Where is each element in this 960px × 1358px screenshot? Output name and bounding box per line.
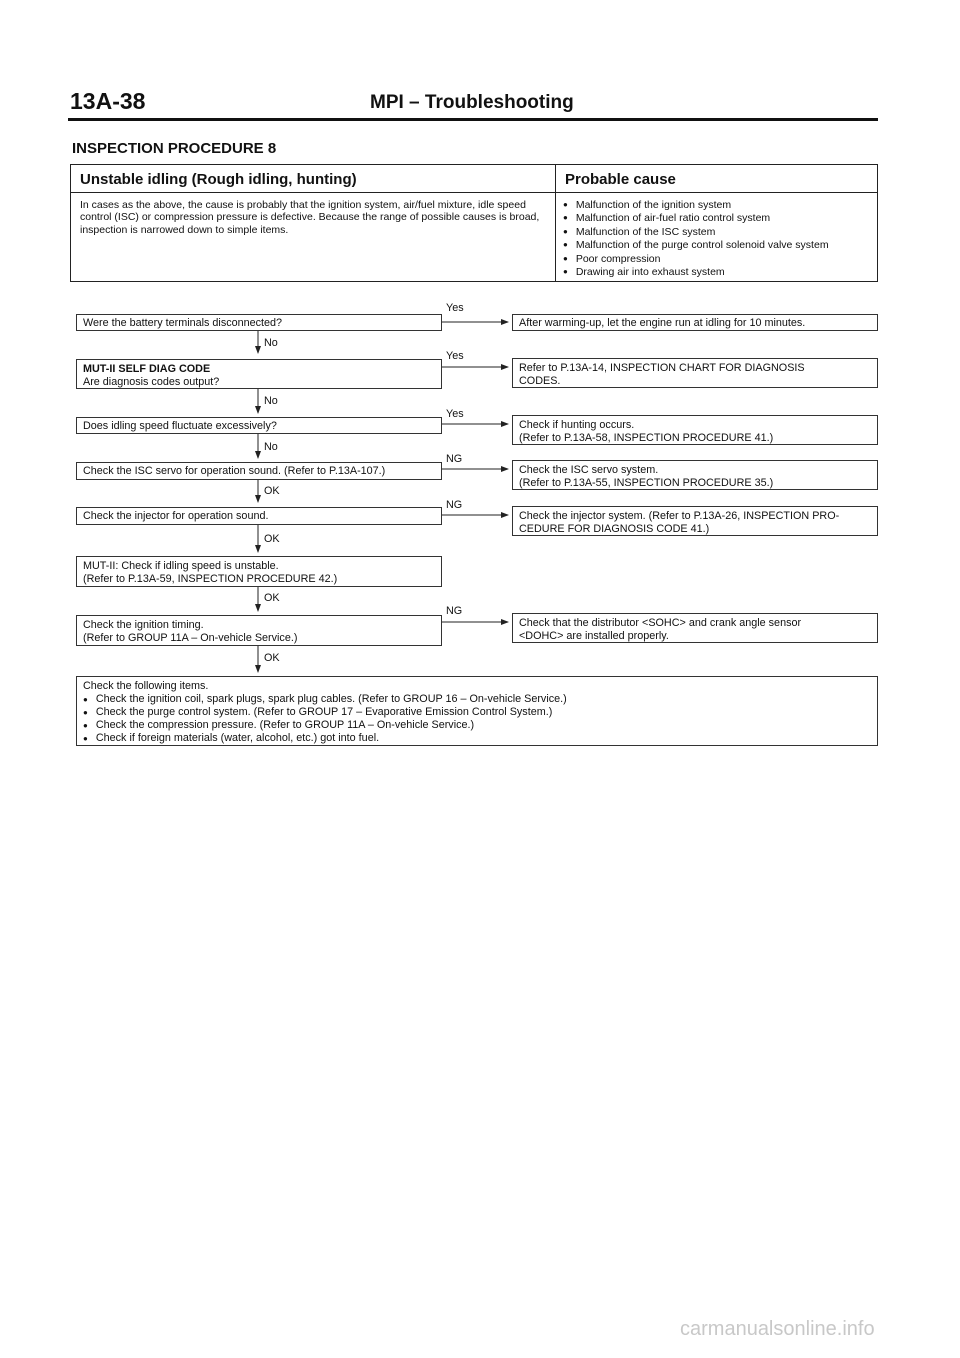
final-item-text: Check the purge control system. (Refer to GROUP 17 – Evaporative Emission Control System.): [95, 706, 553, 718]
flow-branch-label: NG: [446, 453, 463, 465]
step-line: MUT-II: Check if idling speed is unstable.: [83, 560, 279, 572]
flow-down-label: No: [264, 337, 278, 349]
flow-down-label: OK: [264, 592, 280, 604]
flow-step-6: [76, 556, 442, 587]
flow-result-3: [512, 415, 878, 445]
symptom-description: In cases as the above, the cause is probably that the ignition system, air/fuel mixture, idle speed control (ISC) or compression pressure is defective. Because the range of possible causes is broad, inspection is narrowed down to simple items.: [80, 199, 540, 236]
result-line: (Refer to P.13A-55, INSPECTION PROCEDURE 35.): [519, 477, 774, 489]
result-line: Check the ISC servo system.: [519, 464, 659, 476]
step-line: Check the injector for operation sound.: [83, 510, 269, 522]
header-title: MPI – Troubleshooting: [370, 92, 574, 113]
flow-branch-label: NG: [446, 499, 463, 511]
final-item-text: Check the compression pressure. (Refer to GROUP 11A – On-vehicle Service.): [95, 719, 475, 731]
flow-result-2: [512, 358, 878, 388]
flow-result-4: [512, 460, 878, 490]
final-item-text: Check if foreign materials (water, alcohol, etc.) got into fuel.: [95, 732, 380, 744]
flow-step-3: [76, 417, 442, 434]
final-title: Check the following items.: [83, 680, 209, 692]
probable-cause-title: Probable cause: [565, 171, 676, 188]
procedure-title: INSPECTION PROCEDURE 8: [72, 140, 277, 157]
flow-result-6: [512, 613, 878, 643]
flow-branch-label: Yes: [446, 350, 464, 362]
cause-item: ● Malfunction of air-fuel ratio control system: [563, 212, 875, 225]
step-line: Were the battery terminals disconnected?: [83, 317, 283, 329]
result-line: Check if hunting occurs.: [519, 419, 635, 431]
cause-item: ● Drawing air into exhaust system: [563, 266, 875, 279]
flow-down-label: OK: [264, 485, 280, 497]
final-item: ● Check if foreign materials (water, alcohol, etc.) got into fuel.: [83, 732, 380, 744]
final-item: ● Check the purge control system. (Refer to GROUP 17 – Evaporative Emission Control System.): [83, 706, 553, 718]
flow-step-5: [76, 507, 442, 525]
watermark: carmanualsonline.info: [680, 1318, 875, 1340]
flow-branch-label: Yes: [446, 408, 464, 420]
flow-down-label: OK: [264, 533, 280, 545]
result-line: (Refer to P.13A-58, INSPECTION PROCEDURE 41.): [519, 432, 774, 444]
flow-branch-label: Yes: [446, 302, 464, 314]
cause-item: ● Malfunction of the ISC system: [563, 226, 875, 239]
flow-step-4: [76, 462, 442, 480]
step-line: Are diagnosis codes output?: [83, 376, 220, 388]
final-item: ● Check the ignition coil, spark plugs, spark plug cables. (Refer to GROUP 16 – On-vehicle Service.): [83, 693, 567, 705]
final-item: ● Check the compression pressure. (Refer to GROUP 11A – On-vehicle Service.): [83, 719, 475, 731]
result-line: <DOHC> are installed properly.: [519, 630, 669, 642]
result-line: CEDURE FOR DIAGNOSIS CODE 41.): [519, 523, 710, 535]
step-line: Check the ignition timing.: [83, 619, 204, 631]
step-line: Does idling speed fluctuate excessively?: [83, 420, 277, 432]
result-line: CODES.: [519, 375, 561, 387]
symptom-title: Unstable idling (Rough idling, hunting): [80, 171, 357, 188]
flow-down-label: No: [264, 441, 278, 453]
flow-branch-label: NG: [446, 605, 463, 617]
result-line: Check the injector system. (Refer to P.13A-26, INSPECTION PRO-: [519, 510, 840, 522]
step-line: Check the ISC servo for operation sound. (Refer to P.13A-107.): [83, 465, 386, 477]
step-line: (Refer to P.13A-59, INSPECTION PROCEDURE 42.): [83, 573, 338, 585]
result-line: Check that the distributor <SOHC> and crank angle sensor: [519, 617, 802, 629]
result-line: After warming-up, let the engine run at idling for 10 minutes.: [519, 317, 806, 329]
flow-step-7: [76, 615, 442, 646]
flow-result-1: [512, 314, 878, 331]
cause-item: ● Malfunction of the ignition system: [563, 199, 875, 212]
flow-down-label: No: [264, 395, 278, 407]
flow-down-label: OK: [264, 652, 280, 664]
result-line: Refer to P.13A-14, INSPECTION CHART FOR DIAGNOSIS: [519, 362, 805, 374]
flow-result-5: [512, 506, 878, 536]
step-line: MUT-II SELF DIAG CODE: [83, 363, 211, 375]
flow-step-1: [76, 314, 442, 331]
flow-step-2: [76, 359, 442, 389]
final-item-text: Check the ignition coil, spark plugs, spark plug cables. (Refer to GROUP 16 – On-vehicle Service.): [95, 693, 567, 705]
cause-item: ● Poor compression: [563, 253, 875, 266]
step-line: (Refer to GROUP 11A – On-vehicle Service.): [83, 632, 298, 644]
page-number: 13A-38: [70, 88, 146, 114]
flow-final-checks: [76, 676, 878, 746]
cause-item: ● Malfunction of the purge control solenoid valve system: [563, 239, 875, 252]
